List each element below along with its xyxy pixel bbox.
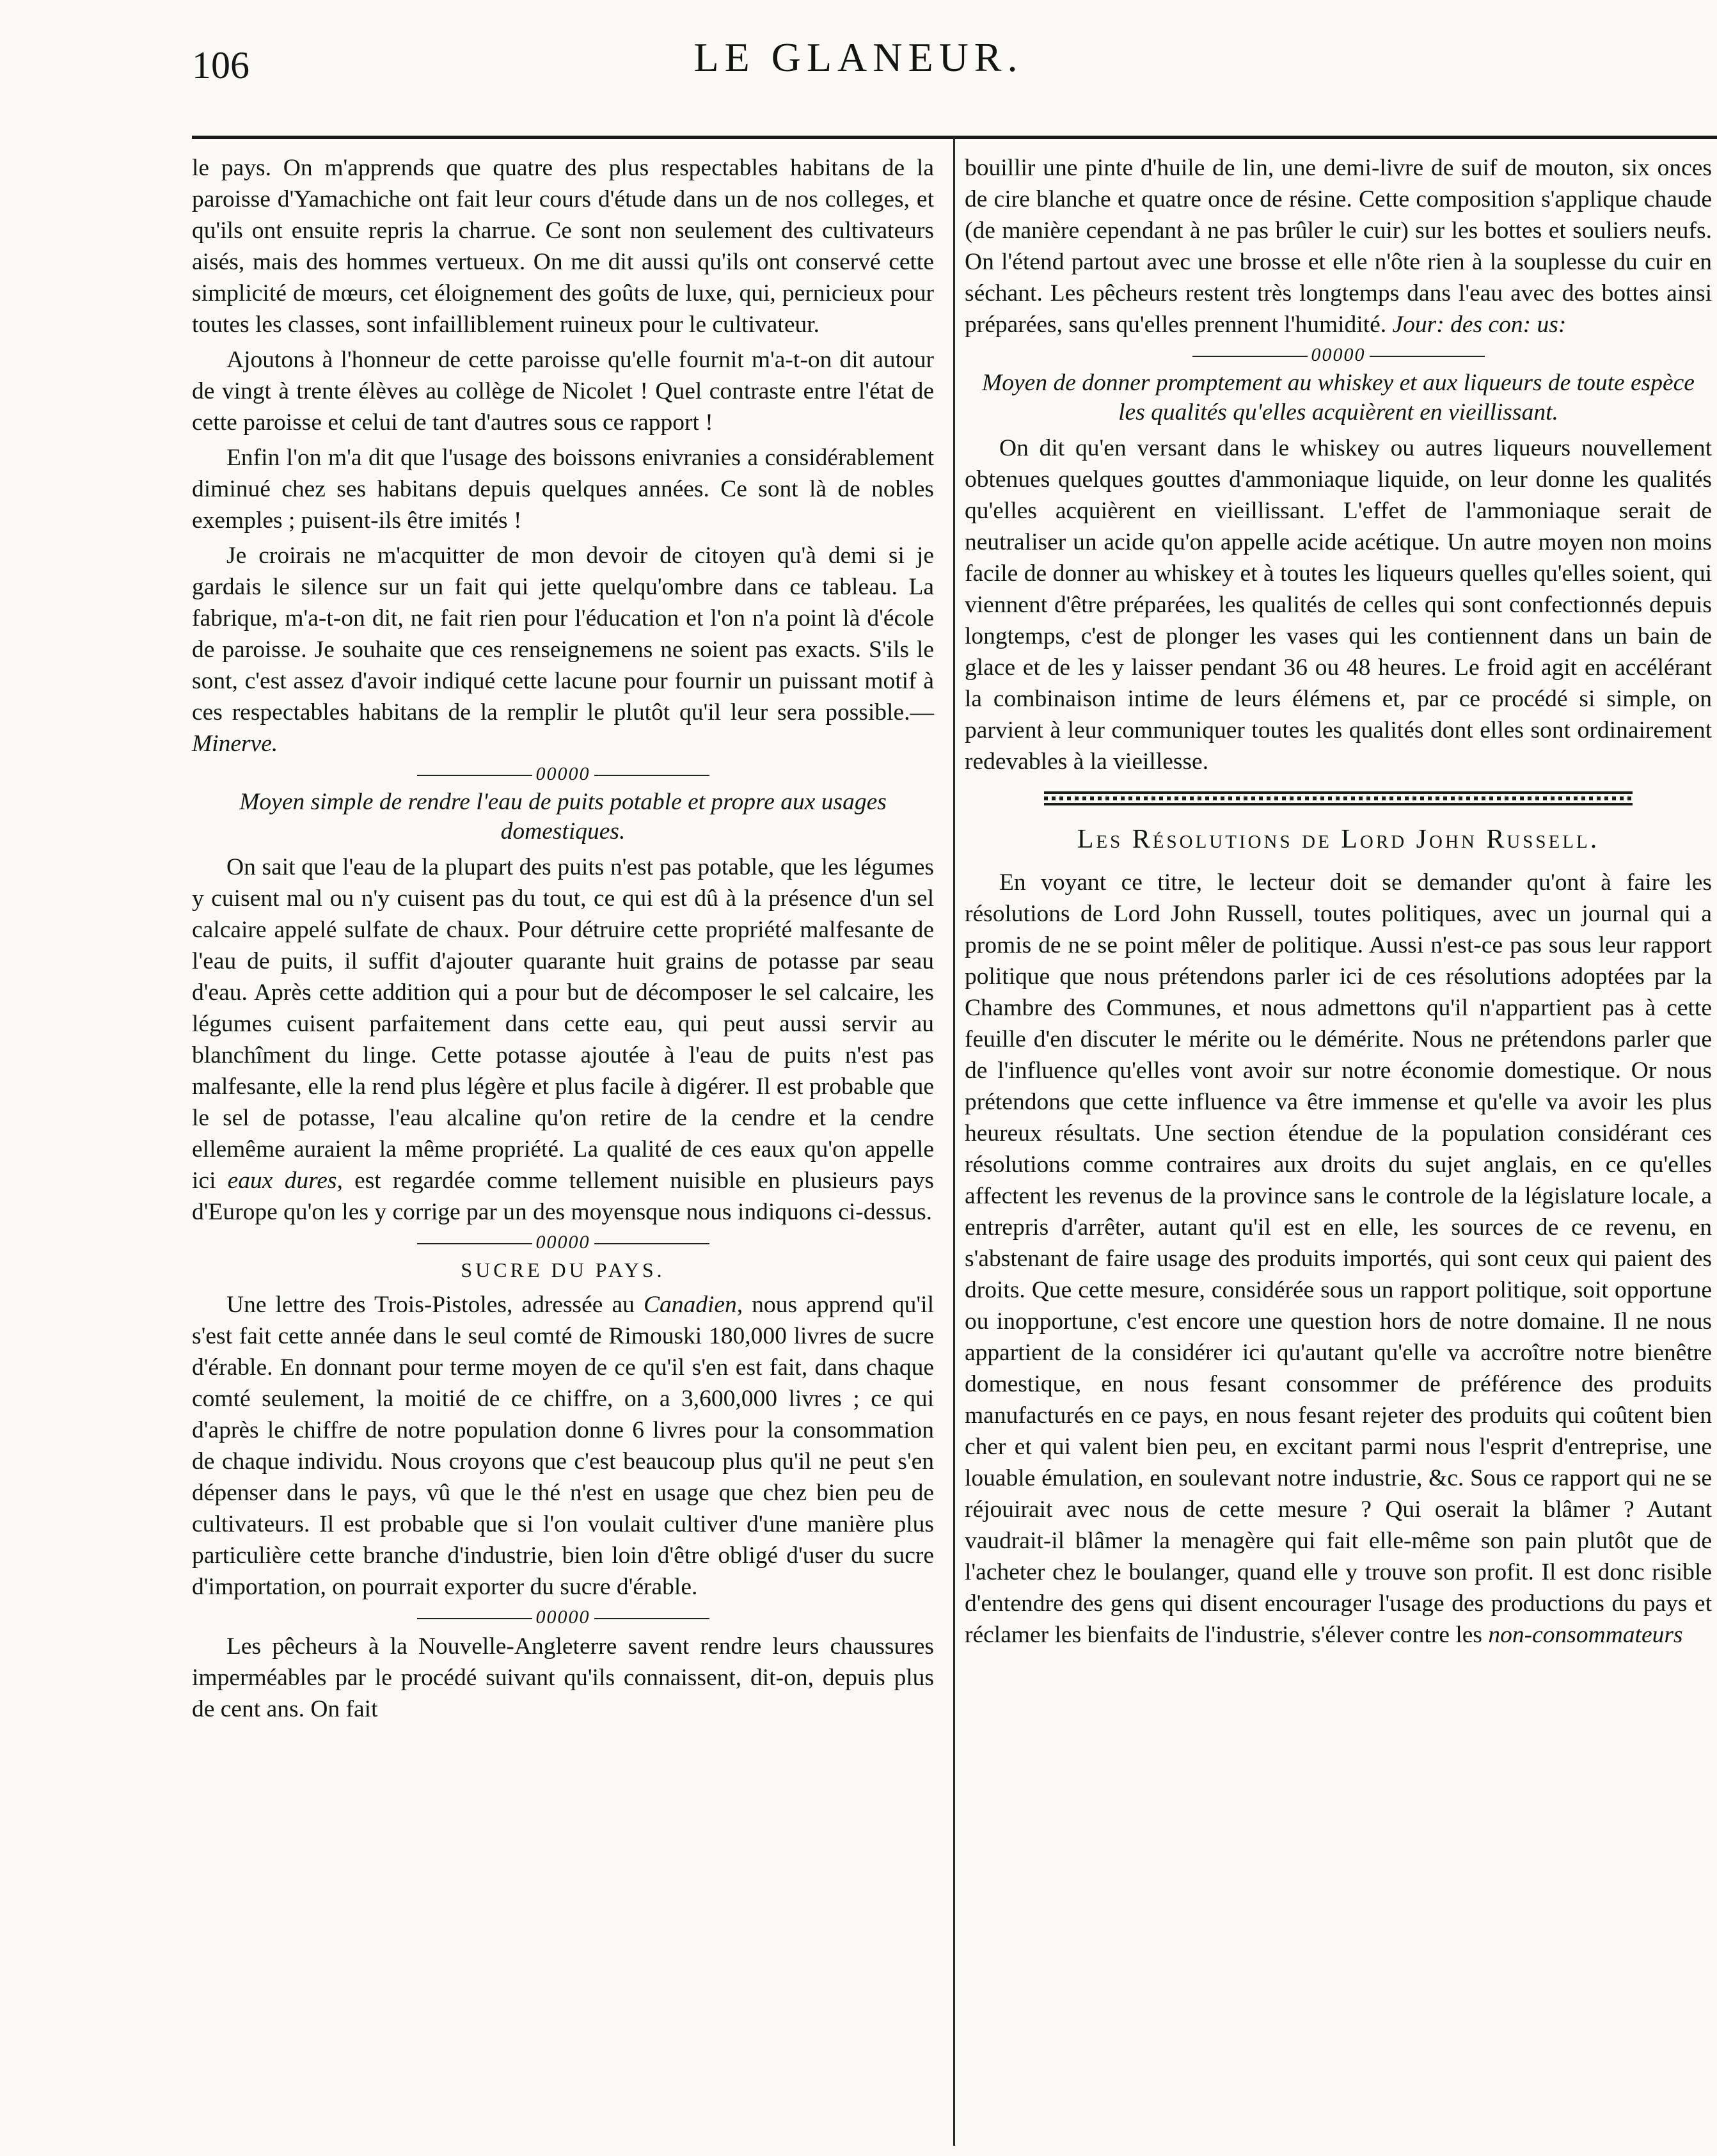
separator-text: 00000	[535, 1606, 590, 1628]
heading-eau-de-puits: Moyen simple de rendre l'eau de puits potable et propre aux usages domestiques.	[239, 789, 887, 844]
section-separator	[965, 344, 1712, 366]
source-signature: Minerve.	[192, 731, 278, 757]
paragraph-yamachiche: le pays. On m'apprends que quatre des plus respectables habitans de la paroisse d'Yamachiche ont fait leur cours d'étude dans un de nos colleges, et qu'ils ont ensuite repris la charrue. Ce sont non seulement des cultivateurs aisés, mais des hommes vertueux. On me dit aussi qu'ils ont conservé cette simplicité de mœurs, cet éloignement des goûts de luxe, qui, pernicieux pour toutes les classes, sont infailliblement ruineux pour le cultivateur.	[192, 155, 934, 338]
separator-text: 00000	[535, 763, 590, 784]
paragraph-resolutions	[965, 867, 1712, 1651]
source-journal: Jour: des con: us:	[1392, 312, 1567, 338]
emphasis-eaux-dures: eaux dures,	[227, 1168, 343, 1194]
paragraph-education-text: Je croirais ne m'acquitter de mon devoir de citoyen qu'à demi si je gardais le silence sur un fait qui jette quelqu'ombre dans ce tableau. La fabrique, m'a-t-on dit, ne fait rien pour l'éducation et l'on n'a point là d'école de paroisse. Je souhaite que ces renseignemens ne soient pas exacts. S'ils le sont, c'est assez d'avoir indiqué cette lacune pour fournir un puissant motif à ces respectables habitans de la remplir le plutôt qu'il leur sera possible.—	[192, 543, 934, 725]
paragraph-boissons: Enfin l'on m'a dit que l'usage des boissons enivranies a considérablement diminué chez ses habitans depuis quelques années. Ce sont là de nobles exemples ; puisent-ils être imités !	[192, 445, 934, 534]
paragraph-education	[192, 540, 934, 759]
heading-whiskey: Moyen de donner promptement au whiskey et aux liqueurs de toute espèce les qualités qu'elles acquièrent en vieillissant.	[982, 370, 1695, 425]
column-divider	[953, 137, 955, 2146]
paragraph-nicolet: Ajoutons à l'honneur de cette paroisse qu'elle fournit m'a-t-on dit autour de vingt à trente élèves au collège de Nicolet ! Quel contraste entre l'état de cette paroisse et celui de tant d'autres sous ce rapport !	[192, 347, 934, 436]
section-separator	[192, 1606, 934, 1628]
paragraph-sucre-end: nous apprend qu'il s'est fait cette année dans le seul comté de Rimouski 180,000 livres de sucre d'érable. En donnant pour terme moyen de ce qu'il s'en est fait, dans chaque comté seulement, la moitié de ce chiffre, on a 3,600,000 livres ; ce qui d'après le chiffre de notre population donne 6 livres pour la consommation de chaque individu. Nous croyons que c'est beaucoup plus qu'il ne peut s'en dépenser dans le pays, vû que le thé n'est en usage que chez bien peu de cultivateurs. Il est probable que si l'on voulait cultiver d'une manière plus particulière cette branche d'industrie, bien loin d'être obligé d'user du sucre d'importation, on pourrait exporter du sucre d'érable.	[192, 1292, 935, 1600]
emphasis-non-consommateurs: non-consommateurs	[1488, 1622, 1683, 1648]
paragraph-pecheurs: Les pêcheurs à la Nouvelle-Angleterre savent rendre leurs chaussures imperméables par le procédé suivant qu'ils connaissent, dit-on, depuis plus de cent ans. On fait	[192, 1633, 934, 1722]
paragraph-composition-text: bouillir une pinte d'huile de lin, une demi-livre de suif de mouton, six onces de cire blanche et quatre once de résine. Cette composition s'applique chaude (de manière cependant à ne pas brûler le cuir) sur les bottes et souliers neufs. On l'étend partout avec une brosse et elle n'ôte rien à la souplesse du cuir en séchant. Les pêcheurs restent très longtemps dans l'eau avec des bottes ainsi préparées, sans qu'elles prennent l'humidité.	[965, 155, 1712, 338]
emphasis-canadien: Canadien,	[643, 1292, 743, 1318]
masthead-title: LE GLANEUR.	[693, 35, 1024, 80]
paragraph-sucre	[192, 1289, 934, 1603]
paragraph-resolutions-text: En voyant ce titre, le lecteur doit se demander qu'ont à faire les résolutions de Lord John Russell, toutes politiques, avec un journal qui a promis de ne se point mêler de politique. Aussi n'est-ce pas sous leur rapport politique que nous prétendons parler ici de ces résolutions adoptées par la Chambre des Communes, et nous admettons qu'il n'appartient pas à cette feuille d'en discuter le mérite ou le démérite. Nous ne prétendons parler que de l'influence qu'elles vont avoir sur notre économie domestique. Or nous prétendons que cette influence va être immense et qu'elle va avoir les plus heureux résultats. Une section étendue de la population considérant ces résolutions comme contraires aux droits du sujet anglais, en ce qu'elles affectent les revenus de la province sans le controle de la législature locale, a entrepris d'arrêter, autant qu'il est en elle, les sources de ce revenu, en s'abstenant de faire usage des produits importés, qui sont ceux qui paient des droits. Que cette mesure, considérée sous un rapport politique, soit opportune ou inopportune, c'est encore une question hors de notre domaine. Il ne nous appartient de la considérer ici qu'autant qu'elle va accroître notre bienêtre domestique, en nous fesant consommer de préférence des produits manufacturés en ce pays, en nous fesant rejeter des produits qui coûtent bien cher et qui valent bien peu, en excitant parmi nous l'esprit d'entreprise, une louable émulation, en soulevant notre industrie, &c. Sous ce rapport qui ne se réjouirait avec nous de cette mesure ? Qui oserait la blâmer ? Autant vaudrait-il blâmer la menagère qui fait elle-même son pain plutôt que de l'acheter chez le boulanger, quand elle y trouve son profit. Il est donc risible d'entendre des gens qui disent encourager l'usage des productions du pays et réclamer les bienfaits de l'industrie, s'élever contre les	[965, 869, 1712, 1648]
paragraph-eau-de-puits	[192, 852, 934, 1228]
page-number: 106	[192, 44, 249, 86]
paragraph-composition	[965, 152, 1712, 340]
paragraph-sucre-start: Une lettre des Trois-Pistoles, adressée au	[226, 1292, 635, 1318]
section-separator	[192, 1232, 934, 1253]
paragraph-eau-end: est regardée comme tellement nuisible en plusieurs pays d'Europe qu'on les y corrige par un des moyensque nous indiquons ci-dessus.	[192, 1168, 935, 1225]
separator-text: 00000	[535, 1232, 590, 1253]
paragraph-eau-text: On sait que l'eau de la plupart des puits n'est pas potable, que les légumes y cuisent mal ou n'y cuisent pas du tout, ce qui est dû à la présence d'un sel calcaire appelé sulfate de chaux. Pour détruire cette propriété malfesante de l'eau de puits, il suffit d'ajouter quarante huit grains de potasse par seau d'eau. Après cette addition qui a pour but de décomposer le sel calcaire, les légumes cuisent parfaitement dans cette eau, qui peut aussi servir au blanchîment du linge. Cette potasse ajoutée à l'eau de puits n'est pas malfesante, elle la rend plus légère et plus facile à digérer. Il est probable que le sel de potasse, l'eau alcaline qu'on retire de la cendre et la cendre ellemême auraient la même propriété. La qualité de ces eaux qu'on appelle ici	[192, 854, 934, 1194]
separator-text: 00000	[1311, 344, 1366, 365]
paragraph-whiskey: On dit qu'en versant dans le whiskey ou autres liqueurs nouvellement obtenues quelques gouttes d'ammoniaque liquide, on leur donne les qualités qu'elles acquièrent en vieillissant. L'effet de l'ammoniaque serait de neutraliser un acide qu'on appelle acide acétique. Un autre moyen non moins facile de donner au whiskey et à toutes les liqueurs quelles qu'elles soient, qui viennent d'être préparées, les qualités de celles qui sont confectionnés depuis longtemps, c'est de plonger les vases qui les contiennent dans un bain de glace et de les y laisser pendant 36 ou 48 heures. Le froid agit en accélérant la combinaison intime de leurs élémens et, par ce procédé si simple, on parvient à leur communiquer toutes les qualités dont elles sont ordinairement redevables à la vieillesse.	[965, 435, 1712, 775]
heading-resolutions-russell: Les Résolutions de Lord John Russell.	[1077, 825, 1600, 854]
left-column	[192, 152, 934, 1729]
ornamental-rule	[1044, 791, 1633, 805]
right-column	[965, 152, 1712, 1654]
heading-sucre-du-pays: SUCRE DU PAYS.	[461, 1258, 665, 1281]
section-separator	[192, 763, 934, 785]
